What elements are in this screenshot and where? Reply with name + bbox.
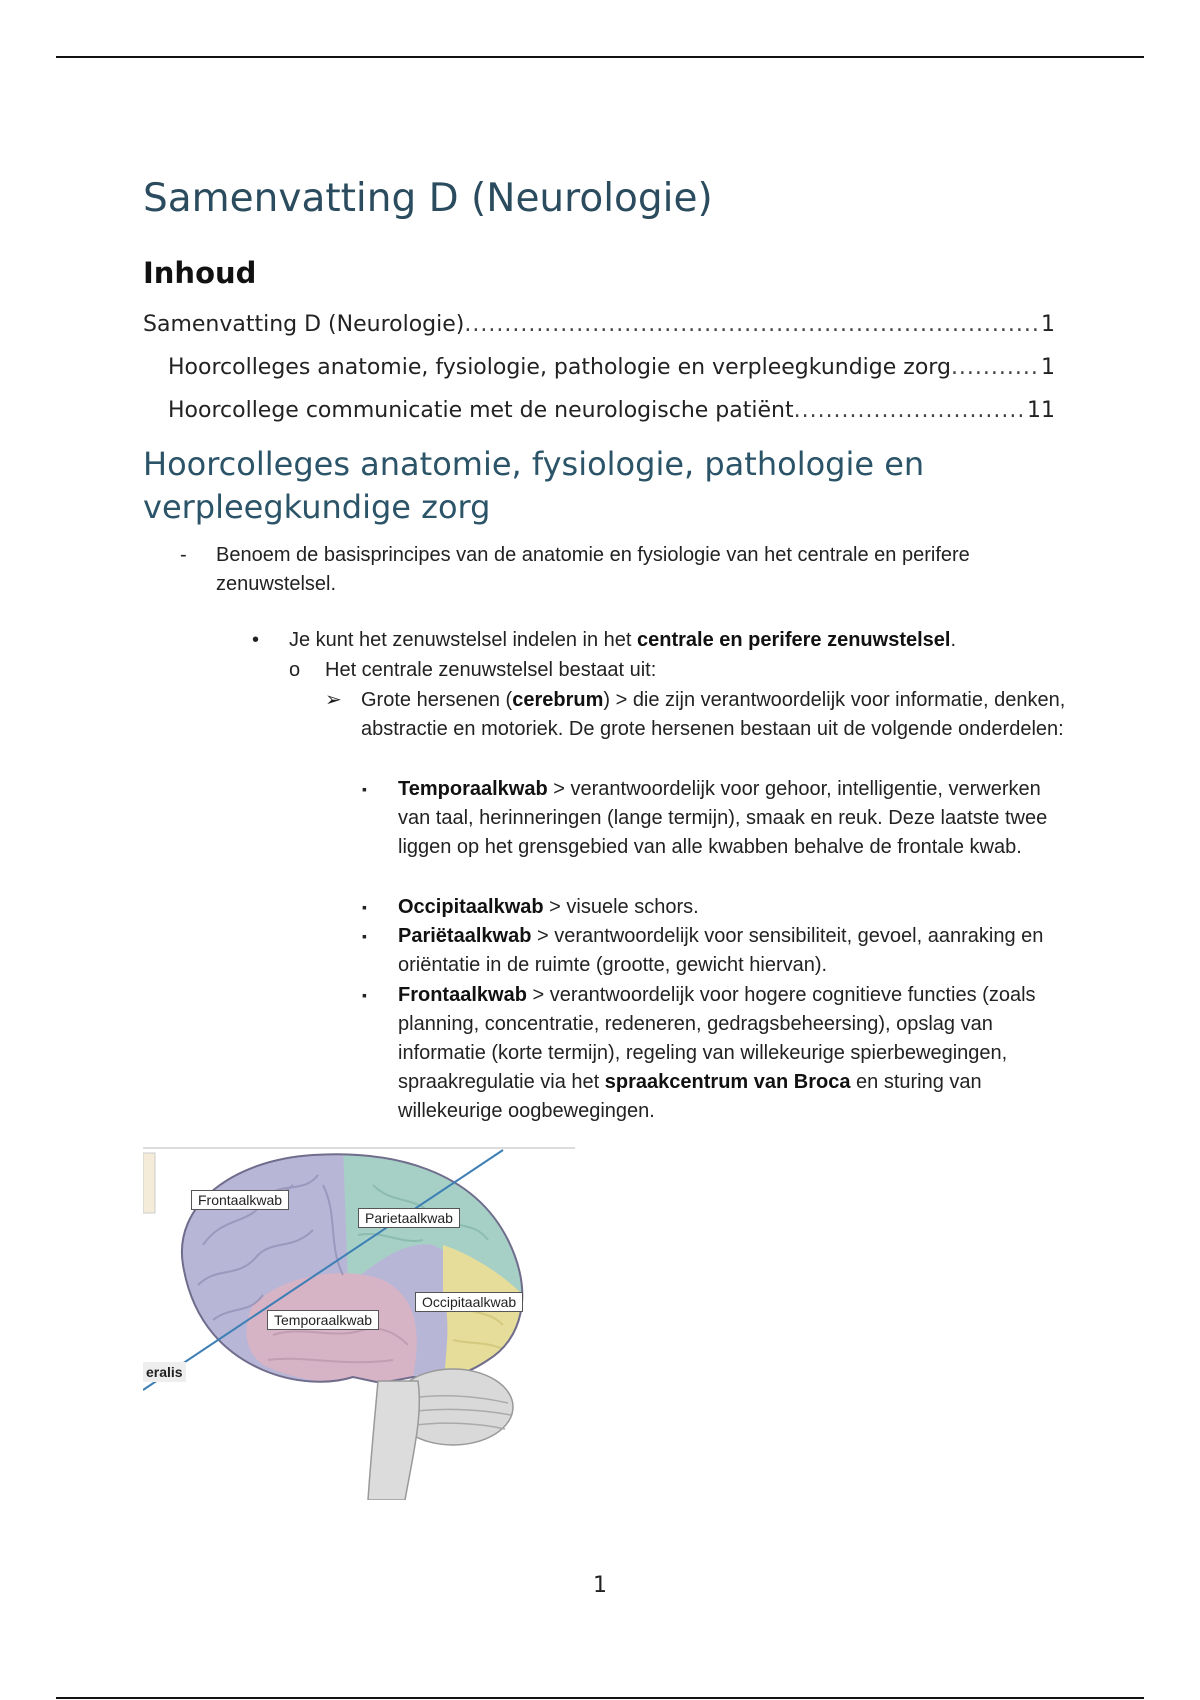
label-frontal: Frontaalkwab <box>191 1190 289 1210</box>
document-title: Samenvatting D (Neurologie) <box>143 176 713 221</box>
bullet-text: Je kunt het zenuwstelsel indelen in het centrale en perifere zenuwstelsel. <box>289 629 957 651</box>
square-marker: ▪ <box>362 928 367 944</box>
label-temporal: Temporaalkwab <box>267 1310 379 1330</box>
sub-marker: o <box>289 659 301 681</box>
bullet-marker: • <box>252 629 260 651</box>
arrow-text: Grote hersenen (cerebrum) > die zijn verantwoordelijk voor informatie, denken, abstractie en motoriek. De grote hersenen bestaan uit de volgende onderdelen: <box>361 689 1066 740</box>
toc-entry[interactable] <box>168 355 1055 380</box>
label-parietal: Parietaalkwab <box>358 1208 460 1228</box>
objective-text: Benoem de basisprincipes van de anatomie en fysiologie van het centrale en perifere zenuwstelsel. <box>216 544 970 595</box>
square-marker: ▪ <box>362 899 367 915</box>
label-occipital: Occipitaalkwab <box>415 1292 523 1312</box>
square-marker: ▪ <box>362 781 367 797</box>
toc-leader <box>951 355 1041 380</box>
arrow-marker: ➢ <box>325 689 342 711</box>
toc-entry-page: 11 <box>1027 398 1055 423</box>
square-marker: ▪ <box>362 987 367 1003</box>
toc-entry-page: 1 <box>1041 355 1055 380</box>
brain-illustration <box>143 1145 575 1500</box>
section-heading: Hoorcolleges anatomie, fysiologie, pathologie en verpleegkundige zorg <box>143 445 925 526</box>
toc-heading: Inhoud <box>143 256 257 290</box>
lobe-frontal: Frontaalkwab > verantwoordelijk voor hogere cognitieve functies (zoals planning, concentratie, redeneren, gedragsbeheersing), opslag van informatie (korte termijn), regeling van willekeurige spierbewegingen, spraakregulatie via het spraakcentrum van Broca en sturing van willekeurige oogbewegingen. <box>398 984 1036 1122</box>
toc-entry-page: 1 <box>1041 312 1055 337</box>
toc-entry-text: Hoorcolleges anatomie, fysiologie, pathologie en verpleegkundige zorg <box>168 355 951 380</box>
footer-rule <box>56 1697 1144 1699</box>
sub-text: Het centrale zenuwstelsel bestaat uit: <box>325 659 657 681</box>
lobe-temporal: Temporaalkwab > verantwoordelijk voor gehoor, intelligentie, verwerken van taal, herinneringen (lange termijn), smaak en reuk. Deze laatste twee liggen op het grensgebied van alle kwabben behalve de frontale kwab. <box>398 778 1048 858</box>
toc-entry-text: Hoorcollege communicatie met de neurologische patiënt <box>168 398 794 423</box>
label-cut: eralis <box>143 1362 186 1382</box>
toc-entry[interactable] <box>168 398 1055 423</box>
lobe-parietal: Pariëtaalkwab > verantwoordelijk voor sensibiliteit, gevoel, aanraking en oriëntatie in de ruimte (grootte, gewicht hiervan). <box>398 925 1044 976</box>
toc-entry[interactable] <box>143 312 1055 337</box>
lobe-occipital: Occipitaalkwab > visuele schors. <box>398 896 699 918</box>
dash-marker: - <box>180 544 187 566</box>
toc-entry-text: Samenvatting D (Neurologie) <box>143 312 465 337</box>
header-rule <box>56 56 1144 58</box>
toc-leader <box>794 398 1027 423</box>
toc-leader <box>464 312 1041 337</box>
page-number: 1 <box>593 1573 607 1598</box>
